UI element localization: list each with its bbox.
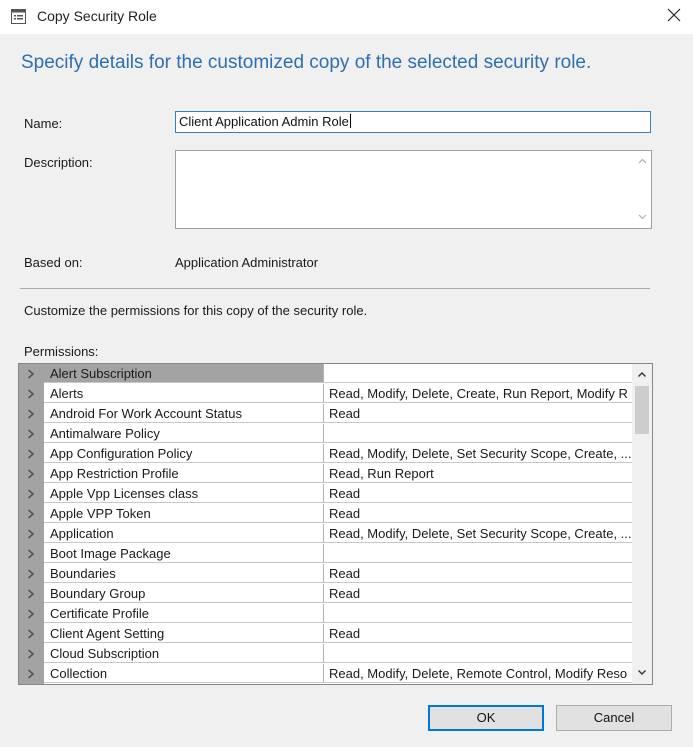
permission-row[interactable] (19, 404, 632, 424)
row-header[interactable] (19, 484, 44, 504)
dialog-list-icon (11, 9, 26, 24)
chevron-right-icon (27, 389, 35, 399)
description-textarea[interactable] (175, 150, 652, 229)
permission-value[interactable]: Read (324, 584, 632, 603)
chevron-right-icon (27, 589, 35, 599)
scroll-up-icon[interactable] (638, 157, 647, 166)
row-header[interactable] (19, 544, 44, 564)
customize-instructions: Customize the permissions for this copy of the security role. (24, 303, 368, 318)
permission-row[interactable] (19, 364, 632, 384)
permission-name: App Restriction Profile (44, 464, 324, 483)
permission-value[interactable]: Read (324, 404, 632, 423)
based-on-label: Based on: (24, 255, 83, 270)
permission-row[interactable] (19, 384, 632, 404)
row-header[interactable] (19, 384, 44, 404)
permission-value[interactable] (324, 364, 632, 383)
permission-name: Certificate Profile (44, 604, 324, 623)
description-scrollbar[interactable] (634, 151, 651, 228)
permission-name: Boot Image Package (44, 544, 324, 563)
chevron-right-icon (27, 449, 35, 459)
permission-value[interactable] (324, 544, 632, 563)
scroll-down-icon[interactable] (637, 667, 647, 677)
scrollbar-thumb[interactable] (635, 386, 649, 434)
permission-row[interactable] (19, 604, 632, 624)
scroll-up-icon[interactable] (637, 370, 647, 380)
chevron-right-icon (27, 429, 35, 439)
title-bar (0, 0, 693, 34)
permission-name: Android For Work Account Status (44, 404, 324, 423)
permission-name: Boundary Group (44, 584, 324, 603)
permission-row[interactable] (19, 424, 632, 444)
permission-row[interactable] (19, 464, 632, 484)
permission-name: App Configuration Policy (44, 444, 324, 463)
row-header[interactable] (19, 424, 44, 444)
permission-name: Client Agent Setting (44, 624, 324, 643)
chevron-right-icon (27, 549, 35, 559)
row-header[interactable] (19, 464, 44, 484)
permission-value[interactable]: Read (324, 564, 632, 583)
permission-name: Application (44, 524, 324, 543)
permission-value[interactable]: Read, Modify, Delete, Create, Run Report, Modify R (324, 384, 632, 403)
permissions-scrollbar[interactable] (632, 364, 652, 684)
permission-row[interactable] (19, 504, 632, 524)
permission-row[interactable] (19, 624, 632, 644)
row-header[interactable] (19, 644, 44, 664)
permission-value[interactable]: Read, Modify, Delete, Set Security Scope, Create, ... (324, 524, 632, 543)
description-label: Description: (24, 155, 93, 170)
close-button[interactable] (655, 0, 693, 32)
permission-name: Apple VPP Token (44, 504, 324, 523)
permission-value[interactable] (324, 604, 632, 623)
permission-row[interactable] (19, 664, 632, 684)
based-on-value: Application Administrator (175, 255, 319, 270)
row-header[interactable] (19, 564, 44, 584)
row-header[interactable] (19, 664, 44, 684)
permission-value[interactable]: Read, Run Report (324, 464, 632, 483)
permission-row[interactable] (19, 584, 632, 604)
permission-name: Boundaries (44, 564, 324, 583)
row-header[interactable] (19, 444, 44, 464)
chevron-right-icon (27, 369, 35, 379)
permission-value[interactable] (324, 424, 632, 443)
row-header[interactable] (19, 624, 44, 644)
row-header[interactable] (19, 404, 44, 424)
name-input[interactable] (175, 111, 651, 133)
permission-name: Cloud Subscription (44, 644, 324, 663)
permission-row[interactable] (19, 524, 632, 544)
chevron-right-icon (27, 529, 35, 539)
permission-name: Apple Vpp Licenses class (44, 484, 324, 503)
permission-row[interactable] (19, 644, 632, 664)
permission-value[interactable]: Read (324, 484, 632, 503)
chevron-right-icon (27, 409, 35, 419)
permission-row[interactable] (19, 444, 632, 464)
text-caret (350, 114, 351, 128)
chevron-right-icon (27, 489, 35, 499)
chevron-right-icon (27, 629, 35, 639)
permissions-label: Permissions: (24, 344, 99, 359)
row-header[interactable] (19, 604, 44, 624)
close-icon (667, 8, 681, 22)
ok-button[interactable]: OK (428, 705, 544, 731)
name-label: Name: (24, 116, 63, 131)
cancel-button[interactable]: Cancel (556, 705, 672, 731)
chevron-right-icon (27, 649, 35, 659)
permission-name: Antimalware Policy (44, 424, 324, 443)
page-heading: Specify details for the customized copy of the selected security role. (21, 52, 592, 73)
name-input-value: Client Application Admin Role (179, 114, 349, 129)
row-header[interactable] (19, 524, 44, 544)
chevron-right-icon (27, 669, 35, 679)
permission-row[interactable] (19, 484, 632, 504)
chevron-right-icon (27, 469, 35, 479)
permission-row[interactable] (19, 564, 632, 584)
window-title: Copy Security Role (37, 8, 157, 24)
dialog-content (0, 34, 693, 747)
permissions-grid[interactable] (18, 363, 653, 685)
chevron-right-icon (27, 569, 35, 579)
permission-value[interactable] (324, 644, 632, 663)
permission-value[interactable]: Read, Modify, Delete, Set Security Scope, Create, ... (324, 444, 632, 463)
permission-value[interactable]: Read (324, 624, 632, 643)
scroll-down-icon[interactable] (638, 212, 647, 221)
row-header[interactable] (19, 504, 44, 524)
permission-name: Collection (44, 664, 324, 683)
permission-row[interactable] (19, 544, 632, 564)
chevron-right-icon (27, 509, 35, 519)
section-divider (20, 288, 650, 289)
row-header[interactable] (19, 364, 44, 384)
permission-value[interactable]: Read, Modify, Delete, Remote Control, Modify Reso (324, 664, 632, 683)
row-header[interactable] (19, 584, 44, 604)
chevron-right-icon (27, 609, 35, 619)
permission-value[interactable]: Read (324, 504, 632, 523)
permission-name: Alert Subscription (44, 364, 324, 383)
permission-name: Alerts (44, 384, 324, 403)
